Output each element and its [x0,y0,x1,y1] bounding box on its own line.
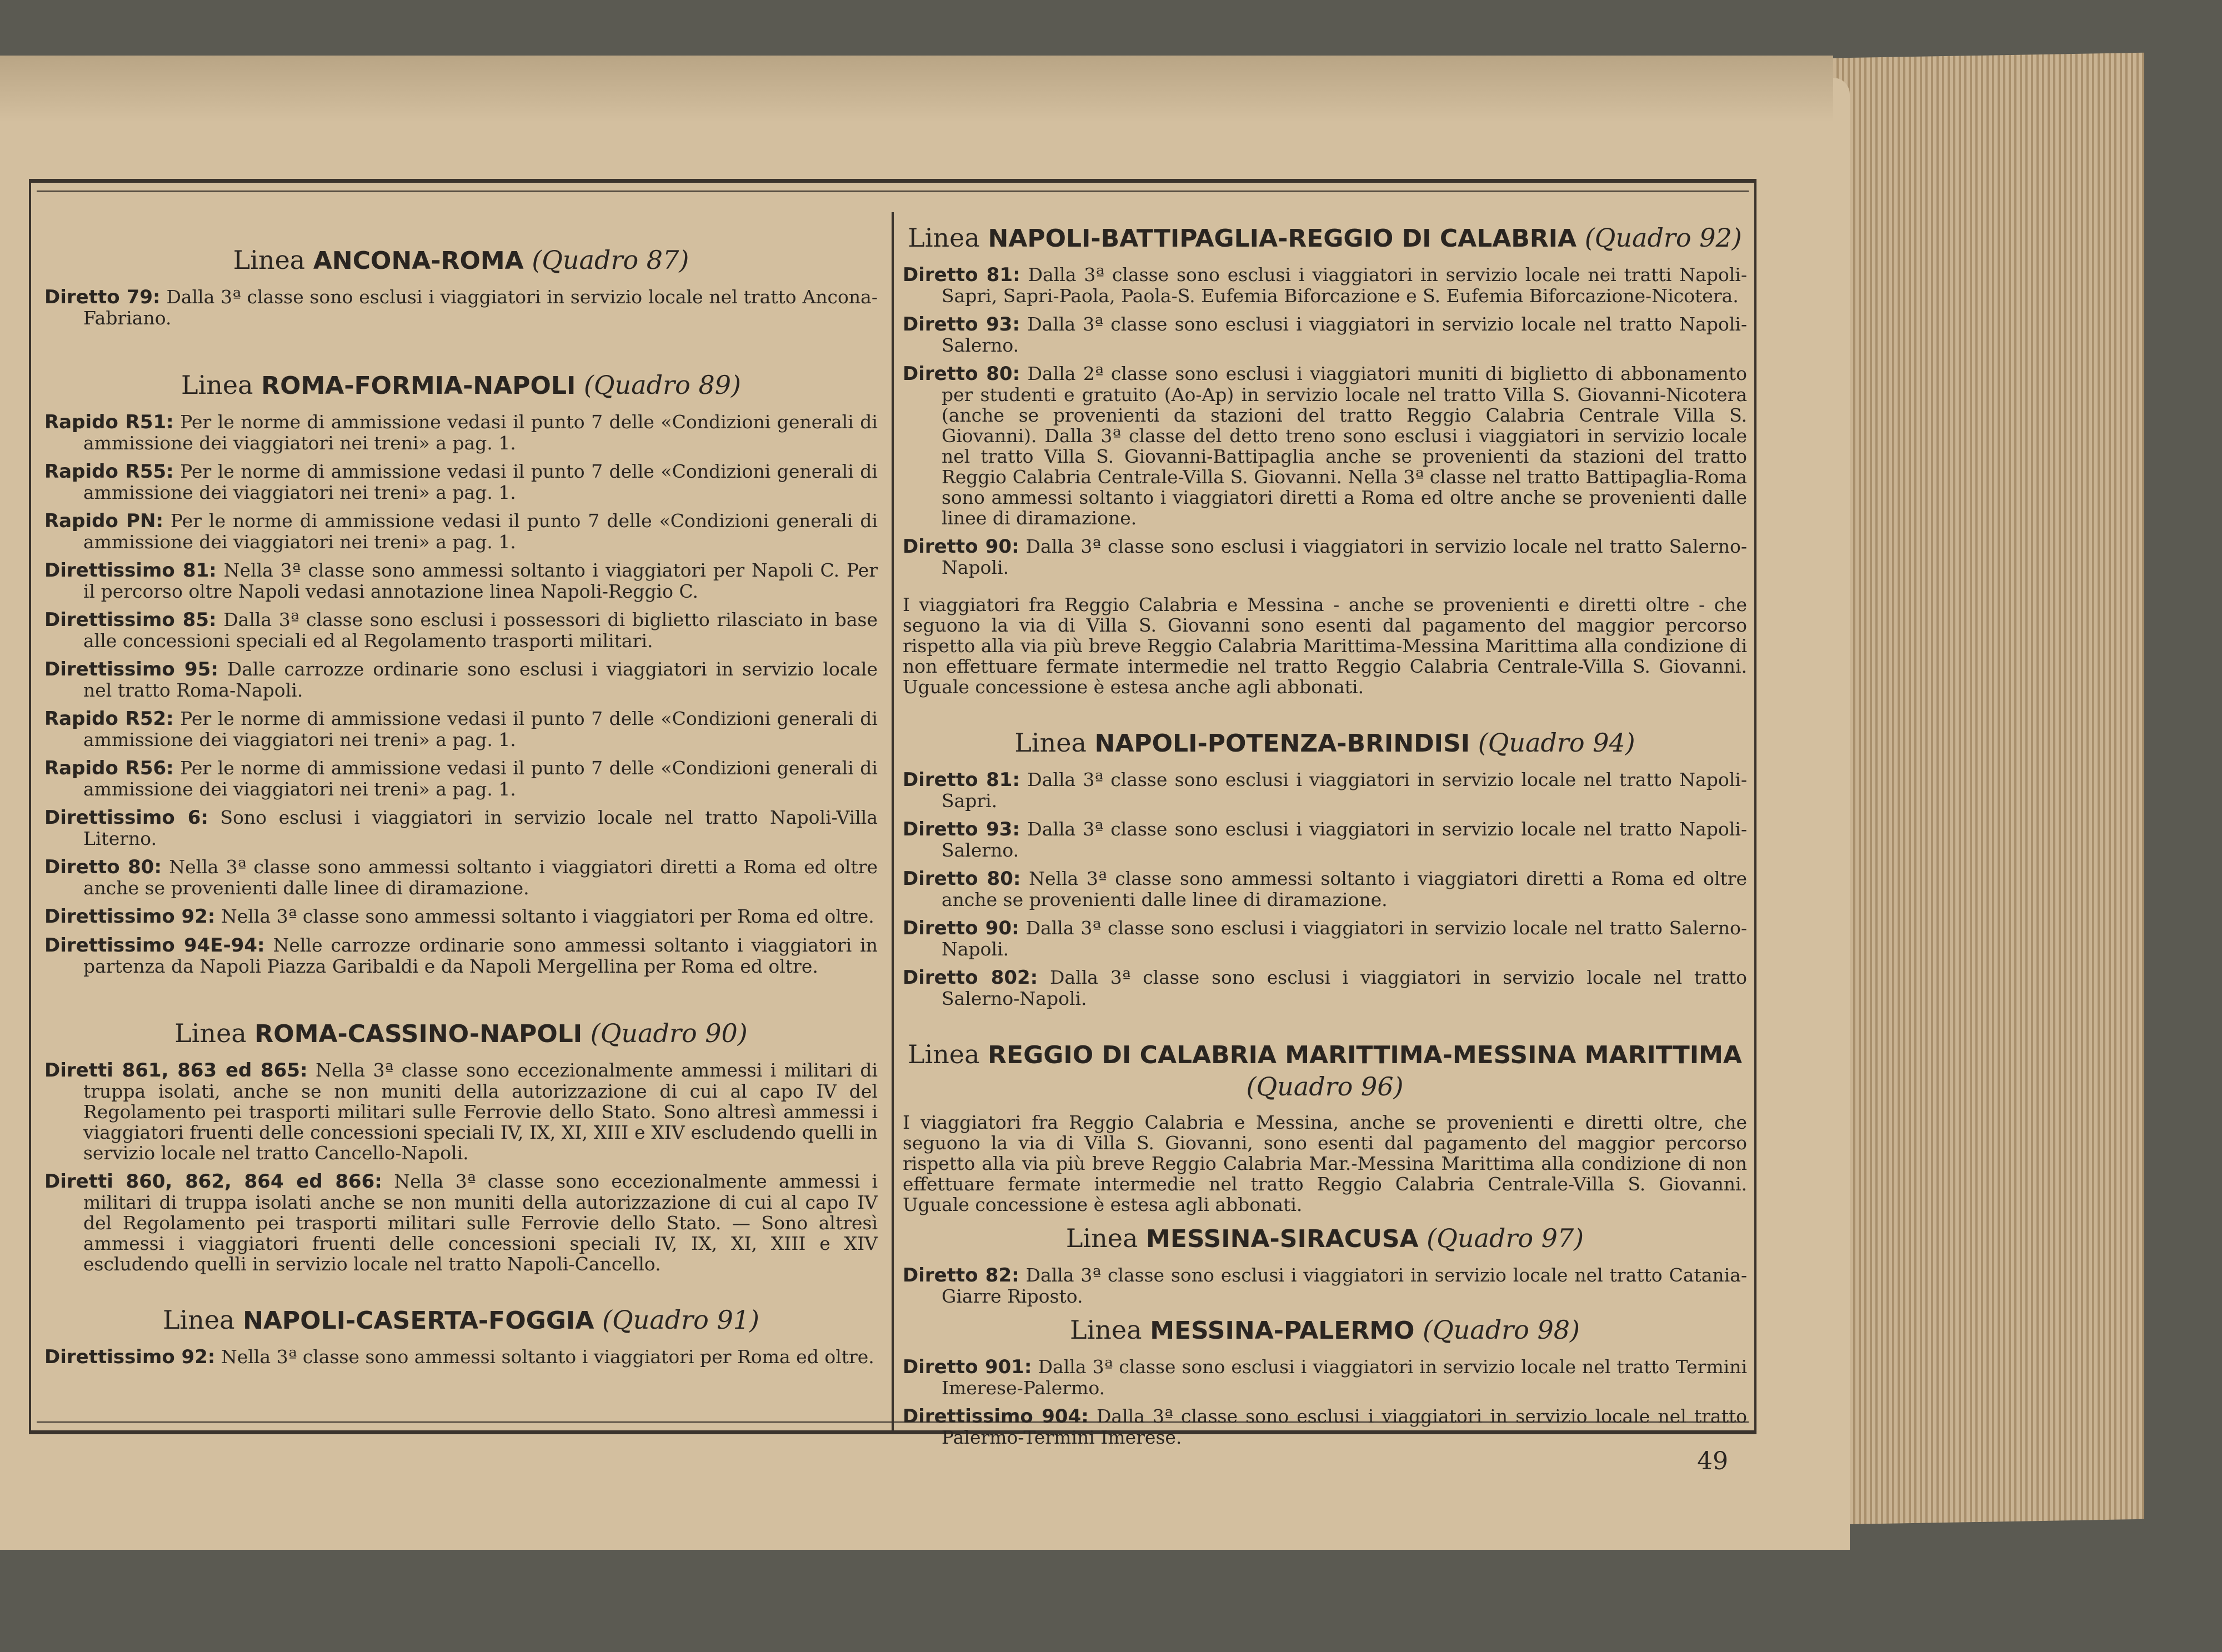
train-label: Direttissimo 6: [44,807,208,829]
entry-text: Dalla 3ª classe sono esclusi i viaggiatori in servizio locale nel tratto Napoli-Salerno. [942,313,1747,356]
entry [903,314,1747,356]
entry [44,758,878,799]
entry [903,819,1747,860]
train-label: Direttissimo 81: [44,559,217,582]
train-label: Diretto 80: [903,363,1020,385]
entry [44,287,878,328]
train-label: Direttissimo 92: [44,1346,216,1368]
entry [903,918,1747,959]
entry-text: Dalla 3ª classe sono esclusi i possessori di biglietto rilasciato in base alle concessioni speciali ed al Regolamento trasporti militari. [83,609,878,652]
train-label: Rapido R56: [44,757,174,779]
heading-name: NAPOLI-POTENZA-BRINDISI [1094,729,1470,758]
heading-label: Linea [181,370,253,400]
section-napoli-potenza-brindisi [903,727,1747,1009]
heading-label: Linea [908,223,980,253]
entry-text: Per le norme di ammissione vedasi il punto 7 delle «Condizioni generali di ammissione dei viaggiatori nei treni» a pag. 1. [83,510,878,553]
heading-quadro: (Quadro 90) [590,1018,748,1048]
train-label: Direttissimo 904: [903,1405,1089,1428]
page-number: 49 [1697,1447,1728,1475]
column-divider [892,212,894,1434]
entry-text: Dalle carrozze ordinarie sono esclusi i viaggiatori in servizio locale nel tratto Roma-Napoli. [83,658,878,701]
train-label: Diretti 861, 863 ed 865: [44,1059,308,1082]
entry [44,659,878,700]
entry-text: Sono esclusi i viaggiatori in servizio locale nel tratto Napoli-Villa Literno. [83,807,878,849]
entry [903,769,1747,811]
entry [44,1171,878,1274]
note-paragraph: I viaggiatori fra Reggio Calabria e Messina, anche se provenienti e diretti oltre, che seguono la via di Villa S. Giovanni, sono esenti dal pagamento del maggior percorso rispetto alla via più breve Reggio Calabria Mar.-Messina Marittima alla condizione di non effettuare fermate intermedie nel tratto Reggio Calabria Centrale-Villa S. Giovanni. Uguale concessione è estesa agli abbonati. [903,1112,1747,1215]
section-heading [903,1223,1747,1255]
section-heading [44,369,878,402]
book-page-edges [1811,53,2144,1525]
section-heading [903,222,1747,254]
section-ancona-roma [44,244,878,328]
entry-text: Dalla 3ª classe sono esclusi i viaggiatori in servizio locale nel tratto Salerno-Napoli. [942,967,1747,1009]
section-roma-formia-napoli [44,369,878,977]
entry [44,560,878,602]
right-column [903,222,1747,1455]
heading-label: Linea [1014,728,1087,758]
entry-text: Per le norme di ammissione vedasi il punto 7 delle «Condizioni generali di ammissione dei viaggiatori nei treni» a pag. 1. [83,757,878,800]
page-top-shadow [0,56,1833,122]
train-label: Diretto 93: [903,818,1020,840]
train-label: Rapido R55: [44,460,174,483]
entry-text: Nella 3ª classe sono ammessi soltanto i viaggiatori per Napoli C. Per il percorso oltre Napoli vedasi annotazione linea Napoli-Reggio C. [83,559,878,602]
section-reggio-messina-marittima [903,1039,1747,1215]
train-label: Direttissimo 94E-94: [44,934,265,957]
train-label: Diretto 81: [903,264,1020,286]
train-label: Diretto 80: [44,856,162,878]
heading-quadro: (Quadro 96) [1246,1072,1404,1102]
section-heading [903,1314,1747,1346]
train-label: Rapido R52: [44,708,174,730]
train-label: Rapido PN: [44,510,164,532]
entry [44,412,878,453]
section-roma-cassino-napoli [44,1018,878,1274]
heading-label: Linea [233,245,306,275]
entry-text: Dalla 3ª classe sono esclusi i viaggiatori in servizio locale nei tratti Napoli-Sapri, Sapri-Paola, Paola-S. Eufemia Biforcazione e S. Eufemia Biforcazione-Nicotera. [942,264,1747,307]
entry-text: Per le norme di ammissione vedasi il punto 7 delle «Condizioni generali di ammissione dei viaggiatori nei treni» a pag. 1. [83,460,878,503]
entry-text: Dalla 3ª classe sono esclusi i viaggiatori in servizio locale nel tratto Catania-Giarre Riposto. [942,1264,1748,1307]
train-label: Direttissimo 95: [44,658,218,680]
heading-name: ROMA-FORMIA-NAPOLI [261,372,576,400]
train-label: Diretti 860, 862, 864 ed 866: [44,1170,382,1193]
entry [903,363,1747,528]
section-heading [44,1018,878,1050]
entry-text: Nella 3ª classe sono ammessi soltanto i viaggiatori diretti a Roma ed oltre anche se provenienti dalle linee di diramazione. [942,868,1747,910]
heading-quadro: (Quadro 92) [1584,223,1742,253]
entry [44,935,878,977]
heading-quadro: (Quadro 87) [532,245,689,275]
entry-text: Dalla 3ª classe sono esclusi i viaggiatori in servizio locale nel tratto Salerno-Napoli. [942,535,1747,578]
entry-text: Nella 3ª classe sono ammessi soltanto i viaggiatori per Roma ed oltre. [221,1346,874,1368]
entry-text: Dalla 3ª classe sono esclusi i viaggiatori in servizio locale nel tratto Ancona-Fabriano. [83,286,878,329]
train-label: Diretto 79: [44,286,161,308]
section-napoli-battipaglia-reggio [903,222,1747,697]
train-label: Diretto 82: [903,1264,1019,1286]
entry [44,1346,878,1368]
train-label: Direttissimo 92: [44,905,216,928]
entry [44,708,878,750]
heading-label: Linea [174,1018,247,1048]
entry [44,1060,878,1163]
entry [44,609,878,651]
heading-name: ROMA-CASSINO-NAPOLI [254,1020,583,1048]
entry [903,264,1747,306]
heading-name: NAPOLI-BATTIPAGLIA-REGGIO DI CALABRIA [988,224,1577,253]
heading-name: MESSINA-SIRACUSA [1146,1225,1419,1253]
section-heading [903,727,1747,759]
heading-name: MESSINA-PALERMO [1150,1316,1415,1345]
section-heading [44,244,878,277]
heading-label: Linea [908,1039,980,1069]
train-label: Diretto 93: [903,313,1020,336]
left-column [44,222,878,1375]
heading-name: ANCONA-ROMA [313,247,524,275]
entry [903,868,1747,910]
entry [44,906,878,927]
entry-text: Dalla 3ª classe sono esclusi i viaggiatori in servizio locale nel tratto Termini Imerese-Palermo. [942,1356,1747,1399]
entry-text: Dalla 3ª classe sono esclusi i viaggiatori in servizio locale nel tratto Napoli-Salerno. [942,818,1747,861]
entry-text: Nelle carrozze ordinarie sono ammessi soltanto i viaggiatori in partenza da Napoli Piazza Garibaldi e da Napoli Mergellina per Roma ed oltre. [83,934,878,977]
train-label: Diretto 802: [903,967,1038,989]
heading-quadro: (Quadro 97) [1427,1223,1584,1253]
entry [903,1356,1747,1398]
heading-name: NAPOLI-CASERTA-FOGGIA [243,1306,594,1335]
section-heading [44,1304,878,1336]
heading-label: Linea [1065,1223,1138,1253]
entry [44,807,878,849]
train-label: Diretto 81: [903,769,1020,791]
train-label: Diretto 90: [903,535,1019,558]
heading-name: REGGIO DI CALABRIA MARITTIMA-MESSINA MARITTIMA [988,1041,1742,1069]
section-napoli-caserta-foggia [44,1304,878,1368]
heading-label: Linea [163,1305,235,1335]
section-messina-siracusa [903,1223,1747,1306]
entry [44,510,878,552]
entry-text: Dalla 3ª classe sono esclusi i viaggiatori in servizio locale nel tratto Palermo-Termini Imerese. [942,1405,1747,1448]
entry [903,967,1747,1009]
train-label: Direttissimo 85: [44,609,217,631]
train-label: Rapido R51: [44,411,174,433]
entry-text: Nella 3ª classe sono eccezionalmente ammessi i militari di truppa isolati, anche se non muniti della autorizzazione di cui al capo IV del Regolamento pei trasporti militari sulle Ferrovie dello Stato. Sono altresì ammessi i viaggiatori fruenti delle concessioni speciali IV, IX, XI, XIII e XIV escludendo quelli in servizio locale nel tratto Cancello-Napoli. [83,1059,878,1164]
train-label: Diretto 80: [903,868,1021,890]
entry-text: Nella 3ª classe sono ammessi soltanto i viaggiatori per Roma ed oltre. [221,905,874,927]
entry [903,536,1747,578]
entry [903,1265,1747,1306]
section-messina-palermo [903,1314,1747,1448]
heading-label: Linea [1070,1315,1142,1345]
note-paragraph: I viaggiatori fra Reggio Calabria e Messina - anche se provenienti e diretti oltre - che seguono la via di Villa S. Giovanni sono esenti dal pagamento del maggior percorso rispetto alla via più breve Reggio Calabria Marittima-Messina Marittima alla condizione di non effettuare fermate intermedie nel tratto Reggio Calabria Centrale-Villa S. Giovanni. Uguale concessione è estesa anche agli abbonati. [903,594,1747,698]
entry [44,857,878,898]
section-heading [903,1039,1747,1102]
entry-text: Per le norme di ammissione vedasi il punto 7 delle «Condizioni generali di ammissione dei viaggiatori nei treni» a pag. 1. [83,708,878,750]
entry-text: Nella 3ª classe sono eccezionalmente ammessi i militari di truppa isolati anche se non muniti della autorizzazione di cui al capo IV del Regolamento pei trasporti militari sulle Ferrovie dello Stato. — Sono altresì ammessi i viaggiatori fruenti delle concessioni speciali IV, IX, XI, XIII e XIV escludendo quelli in servizio locale nel tratto Napoli-Cancello. [83,1170,878,1275]
entry [44,461,878,503]
heading-quadro: (Quadro 98) [1423,1315,1580,1345]
heading-quadro: (Quadro 89) [583,370,741,400]
heading-quadro: (Quadro 91) [602,1305,759,1335]
entry-text: Dalla 3ª classe sono esclusi i viaggiatori in servizio locale nel tratto Napoli-Sapri. [942,769,1747,812]
train-label: Diretto 90: [903,917,1019,939]
heading-quadro: (Quadro 94) [1478,728,1635,758]
entry-text: Dalla 3ª classe sono esclusi i viaggiatori in servizio locale nel tratto Salerno-Napoli. [942,917,1747,960]
entry-text: Dalla 2ª classe sono esclusi i viaggiatori muniti di biglietto di abbonamento per studenti e gratuito (Ao-Ap) in servizio locale nel tratto Villa S. Giovanni-Nicotera (anche se provenienti da stazioni del tratto Reggio Calabria Centrale Villa S. Giovanni). Dalla 3ª classe del detto treno sono esclusi i viaggiatori in servizio locale nel tratto Villa S. Giovanni-Battipaglia anche se provenienti da stazioni del tratto Reggio Calabria Centrale-Villa S. Giovanni. Nella 3ª classe nel tratto Battipaglia-Roma sono ammessi soltanto i viaggiatori diretti a Roma ed oltre anche se provenienti dalle linee di diramazione. [942,363,1747,529]
entry [903,1406,1747,1448]
entry-text: Per le norme di ammissione vedasi il punto 7 delle «Condizioni generali di ammissione dei viaggiatori nei treni» a pag. 1. [83,411,878,454]
entry-text: Nella 3ª classe sono ammessi soltanto i viaggiatori diretti a Roma ed oltre anche se provenienti dalle linee di diramazione. [83,856,878,899]
train-label: Diretto 901: [903,1356,1032,1378]
